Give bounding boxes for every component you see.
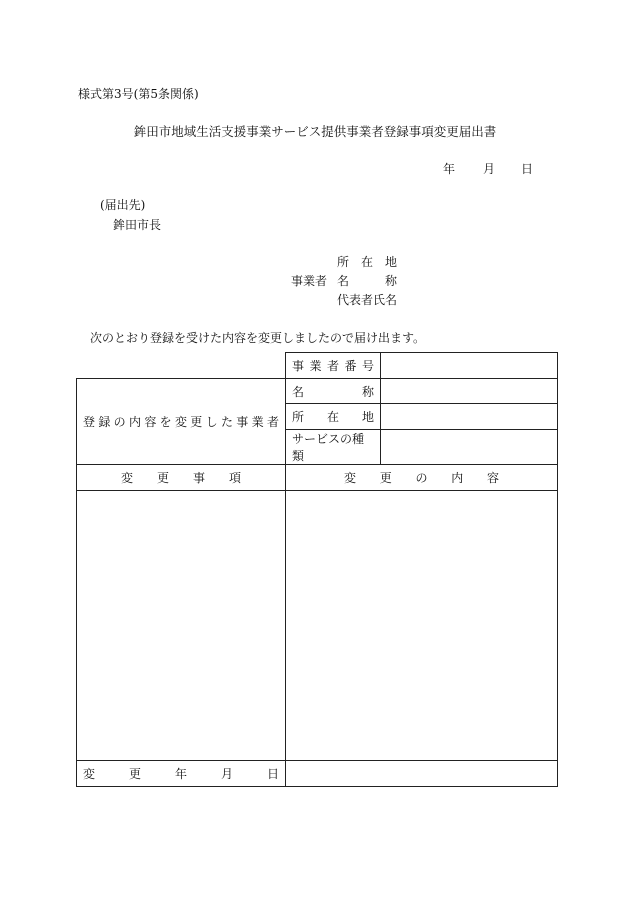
recipient-name: 鉾田市長 [113,218,162,232]
date-year-label: 年 [443,162,456,176]
change-date-label: 変 更 年 月 日 [77,761,286,787]
change-item-header: 変 更 事 項 [77,465,286,491]
business-number-label: 事 業 者 番 号 [286,353,381,379]
address-field[interactable] [381,404,558,430]
date-line [443,163,533,175]
name-field[interactable] [381,379,558,404]
document-title: 鉾田市地域生活支援事業サービス提供事業者登録事項変更届出書 [133,124,497,139]
applicant-name-label: 名 称 [337,274,397,288]
applicant-address-label: 所 在 地 [337,255,397,269]
business-label: 事業者 [291,274,328,288]
change-date-field[interactable] [286,761,558,787]
change-content-field[interactable] [286,491,558,761]
change-body-row [77,491,558,761]
representative-label: 代表者氏名 [337,293,398,307]
name-row [77,379,558,404]
business-number-row [77,353,558,379]
recipient-label: (届出先) [100,198,146,212]
change-item-field[interactable] [77,491,286,761]
business-number-field[interactable] [381,353,558,379]
change-content-header: 変 更 の 内 容 [286,465,558,491]
change-date-row [77,761,558,787]
address-label: 所 在 地 [286,404,381,430]
change-form-table [76,352,558,787]
registered-business-label: 登 録 の 内 容 を 変 更 し た 事 業 者 [77,379,286,465]
service-type-label: サービスの種類 [286,430,381,465]
date-day-label: 日 [521,162,534,176]
service-type-field[interactable] [381,430,558,465]
name-label: 名 称 [286,379,381,404]
change-header-row [77,465,558,491]
blank-cell [77,353,286,379]
form-number: 様式第3号(第5条関係) [78,87,199,101]
date-month-label: 月 [483,162,496,176]
intro-text: 次のとおり登録を受けた内容を変更しましたので届け出ます。 [90,331,426,345]
